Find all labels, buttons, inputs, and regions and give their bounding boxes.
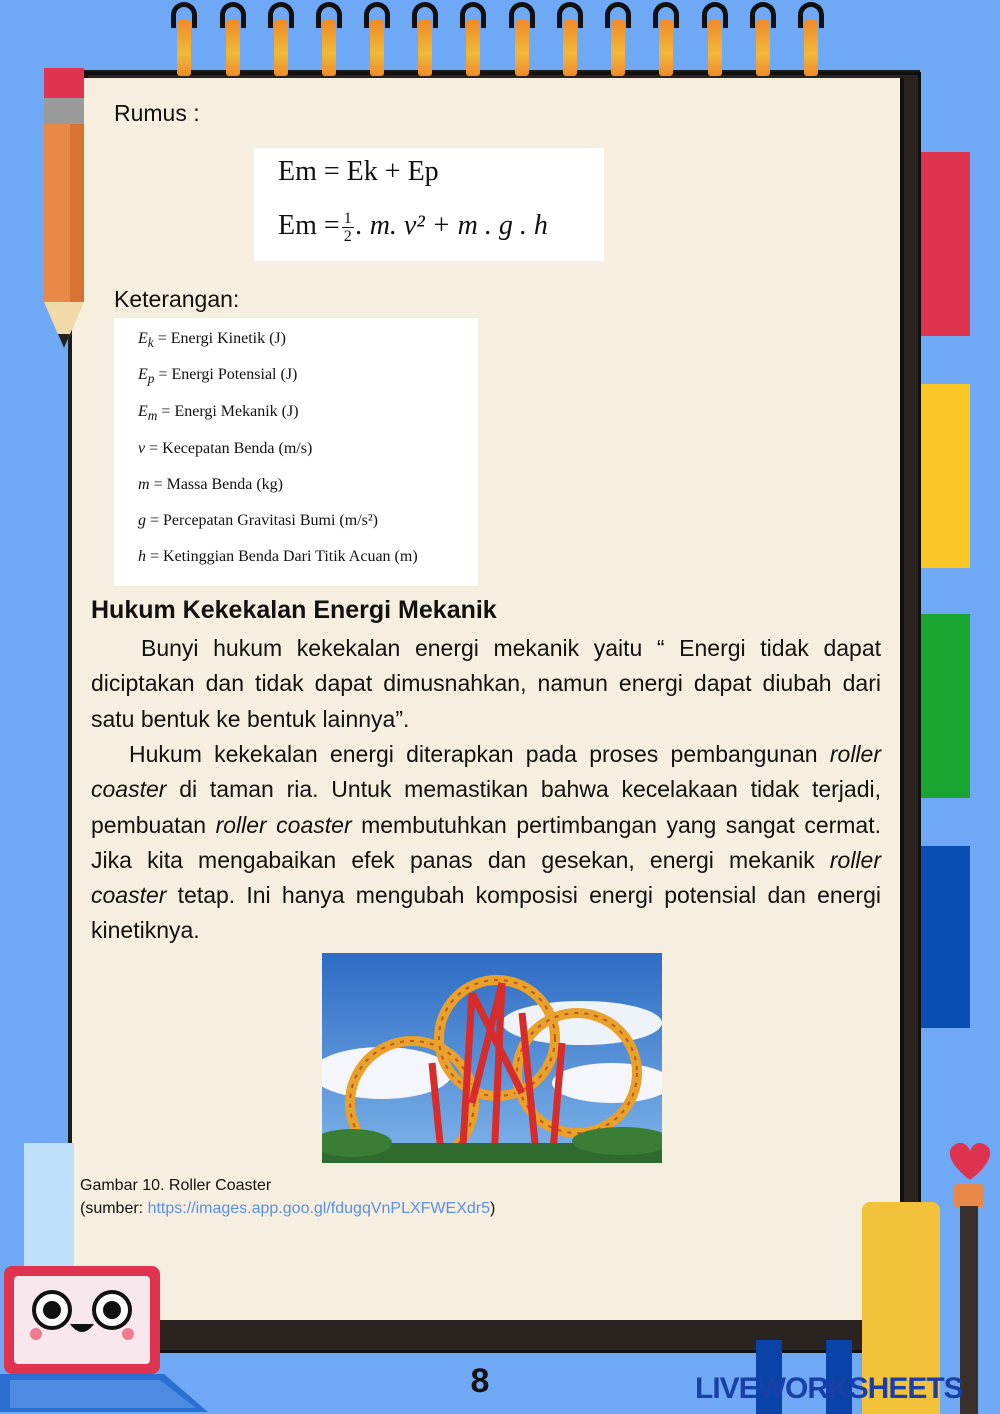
liveworksheets-logo: LIVEWORKSHEETS [695,1372,963,1405]
roller-coaster-photo [322,953,662,1163]
page-edge [900,78,904,1323]
tab-red [920,152,970,336]
paragraph-roller-coaster: Hukum kekekalan energi diterapkan pada proses pembangunan roller coaster di taman ria. Untuk memastikan bahwa kecelakaan tidak terjadi, pembuatan roller coaster membutuhkan pertimbangan yang sangat cermat. Jika kita mengabaikan efek panas dan gesekan, energi mekanik roller coaster tetap. Ini hanya mengubah komposisi energi potensial dan energi kinetiknya. [91,741,882,944]
formula-energy-sum: Em = Ek + Ep [278,156,439,187]
caption-title: Gambar 10. Roller Coaster [80,1177,272,1194]
tab-green [920,614,970,798]
legend-item: $E_p$ = Energi Potensial (J) [138,366,298,387]
keterangan-label: Keterangan: [114,286,240,312]
legend-item: v = Kecepatan Benda (m/s) [138,440,313,457]
figure-caption [80,1174,495,1220]
page-number: 8 [470,1362,490,1400]
legend-box [114,318,478,586]
pencil-icon [44,68,84,348]
section-heading: Hukum Kekekalan Energi Mekanik [91,596,497,624]
fraction-half: $\frac{1}{2}$ [343,210,352,246]
legend-item: $E_m$ = Energi Mekanik (J) [138,403,299,424]
formula-box [254,148,604,261]
legend-item: m = Massa Benda (kg) [138,476,283,493]
formula-energy-expanded: Em = $\frac{1}{2}$ . m. v² + m . g . h [278,210,548,246]
paragraph-law-statement: Bunyi hukum kekekalan energi mekanik yaitu “ Energi tidak dapat diciptakan dan tidak dapat dimusnahkan, namun energi dapat diubah dari satu bentuk ke bentuk lainnya”. [91,635,881,732]
laptop-mascot-icon [0,1262,210,1414]
source-link[interactable]: https://images.app.goo.gl/fdugqVnPLXFWEXdr5 [147,1200,490,1217]
rumus-label: Rumus : [114,100,200,126]
legend-item: h = Ketinggian Benda Dari Titik Acuan (m) [138,548,418,565]
tab-yellow [920,384,970,568]
legend-item: $E_k$ = Energi Kinetik (J) [138,330,286,351]
tab-blue [920,846,970,1028]
caption-source: (sumber: https://images.app.goo.gl/fdugqVnPLXFWEXdr5) [80,1200,496,1217]
legend-item: g = Percepatan Gravitasi Bumi (m/s²) [138,512,378,529]
